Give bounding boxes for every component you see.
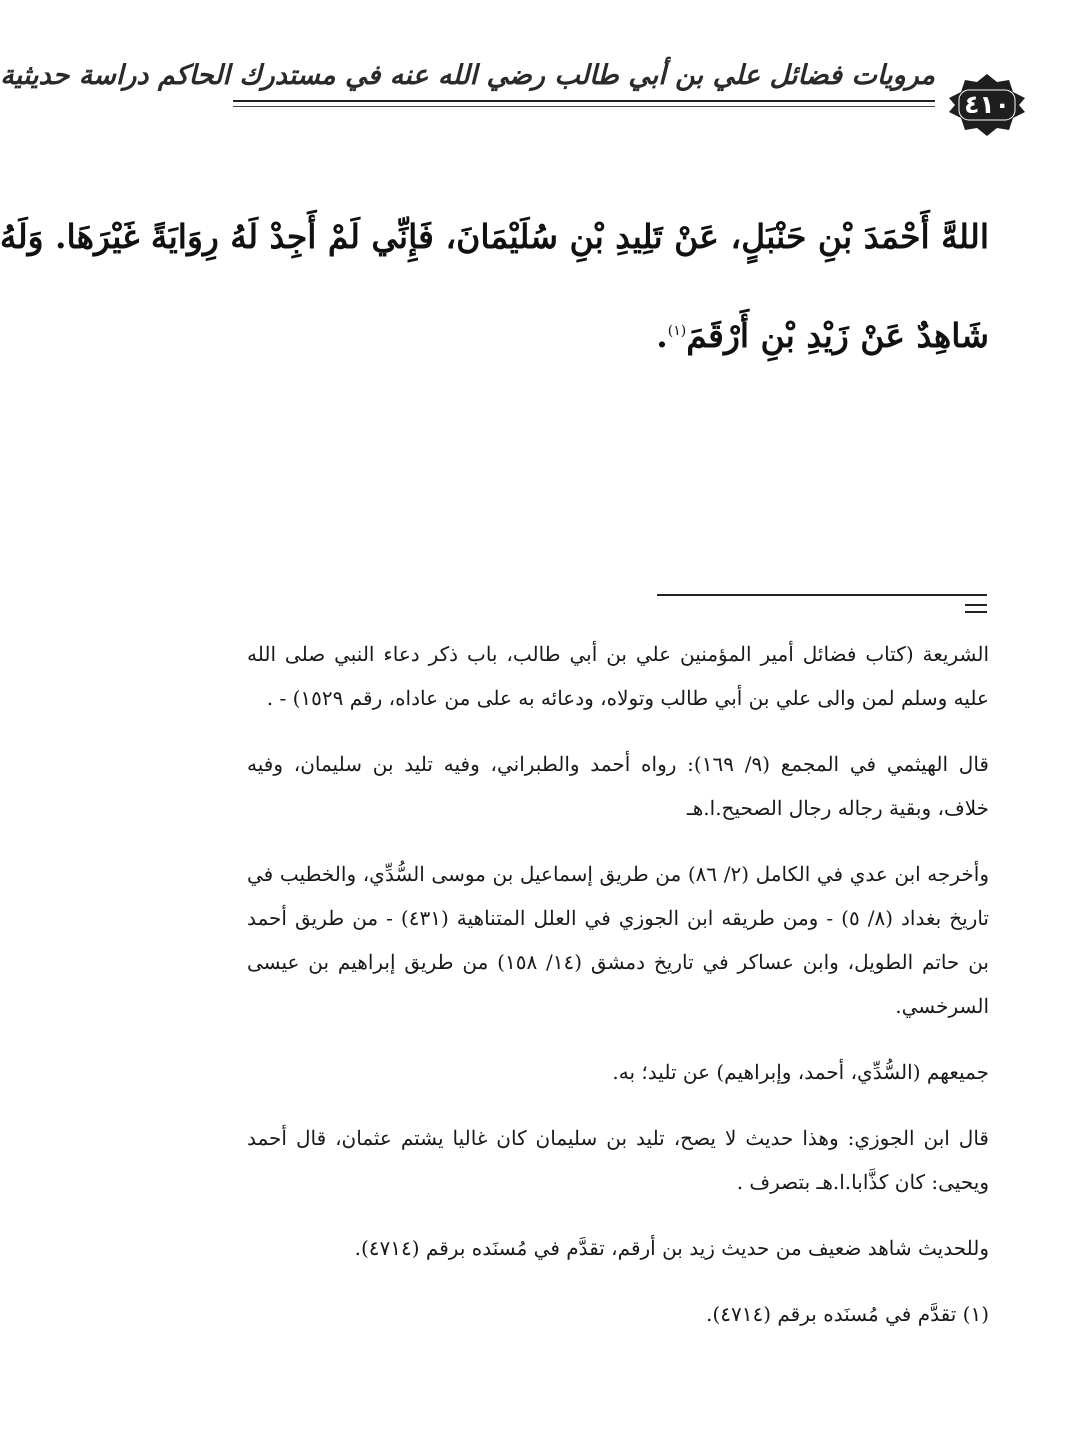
main-line-1: اللهَّ أَحْمَدَ بْنِ حَنْبَلٍ، عَنْ تَلِيدِ بْنِ سُلَيْمَانَ، فَإِنِّي لَمْ أَجِدْ لَهُ رِوَايَةً غَيْرَهَا. وَلَهُ [0,217,989,256]
footnote-paragraph-4: جميعهم (السُّدِّي، أحمد، وإبراهيم) عن تليد؛ به. [612,1060,989,1084]
main-line-2 [247,284,989,383]
footnote-1: (١) تقدَّم في مُسنَده برقم (٤٧١٤). [706,1302,989,1326]
footnote-paragraph-6: وللحديث شاهد ضعيف من حديث زيد بن أرقم، تقدَّم في مُسنَده برقم (٤٧١٤). [354,1236,989,1260]
header-title: مرويات فضائل علي بن أبي طالب رضي الله عنه في مستدرك الحاكم دراسة حديثية [0,60,935,91]
page-number: ٤١٠ [964,90,1010,119]
footnote-paragraph-5: قال ابن الجوزي: وهذا حديث لا يصح، تليد بن سليمان كان غاليا يشتم عثمان، قال أحمد ويحيى: كان كذَّابا.ا.هـ بتصرف . [247,1126,989,1194]
running-header [0,52,935,110]
main-line-2-text: شَاهِدٌ عَنْ زَيْدِ بْنِ أَرْقَمَ [686,316,989,355]
footnote-paragraph-3: وأخرجه ابن عدي في الكامل (٢/ ٨٦) من طريق إسماعيل بن موسى السُّدِّي، والخطيب في تاريخ بغداد (٨/ ٥) - ومن طريقه ابن الجوزي في العلل المتناهية (٤٣١) - من طريق أحمد بن حاتم الطويل، وابن عساكر في تاريخ دمشق (١٤/ ١٥٨) من طريق إبراهيم بن عيسى السرخسي. [247,862,990,1018]
footnote-paragraph-1: الشريعة (كتاب فضائل أمير المؤمنين علي بن أبي طالب، باب ذكر دعاء النبي صلى الله عليه وسلم لمن والى علي بن أبي طالب وتولاه، ودعائه به على من عاداه، رقم ١٥٢٩) - . [247,642,989,710]
main-text [0,190,989,383]
header-rule-bottom [233,106,935,107]
main-line-end: . [656,316,668,355]
continuation-mark-line-top [965,604,987,606]
footnote-separator [657,594,987,596]
footnote-ref-1[interactable]: (١) [667,323,687,339]
page-number-badge [945,72,1029,138]
footnotes [247,632,989,1358]
continuation-mark-line-bottom [965,611,987,613]
footnote-paragraph-2: قال الهيثمي في المجمع (٩/ ١٦٩): رواه أحمد والطبراني، وفيه تليد بن سليمان، وفيه خلاف، وبقية رجاله رجال الصحيح.ا.هـ [247,752,989,820]
continuation-mark [965,604,987,614]
header-rule-top [233,100,935,102]
